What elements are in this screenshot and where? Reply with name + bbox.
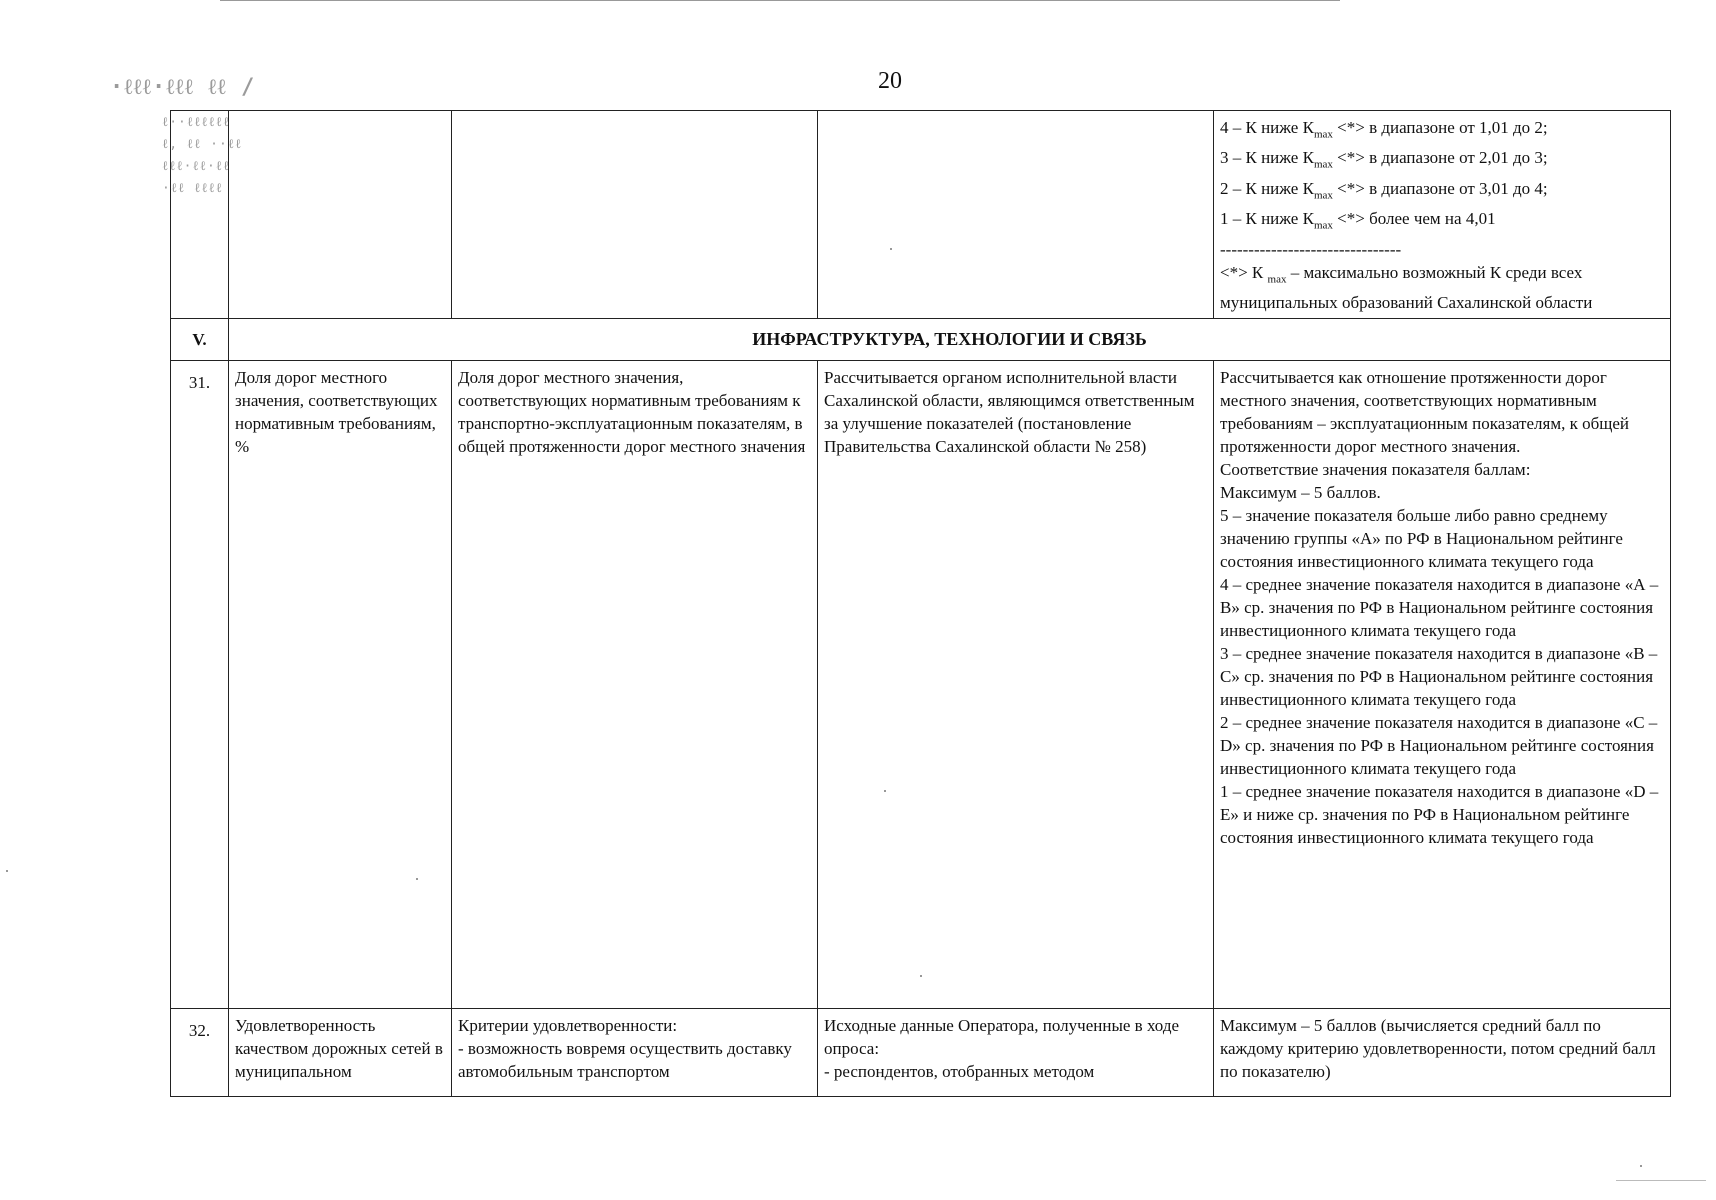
scan-speck (884, 790, 886, 792)
section-header-row (171, 318, 1671, 360)
method-line: Максимум – 5 баллов. (1220, 482, 1381, 502)
scan-speck (1640, 1165, 1642, 1167)
carryover-method-cell (1214, 111, 1671, 319)
scan-edge-line (1616, 1180, 1706, 1181)
indicator-method: Максимум – 5 баллов (вычисляется средний балл по каждому критерию удовлетворенности, потом средний балл по показателю) (1214, 1008, 1671, 1096)
method-line: 1 – среднее значение показателя находится в диапазоне «D – E» и ниже ср. значения по РФ в Национальном рейтинге состояния инвестиционного климата текущего года (1220, 781, 1659, 847)
indicator-definition: Доля дорог местного значения, соответствующих нормативным требованиям к транспортно-эксплуатационным показателям, в общей протяженности дорог местного значения (452, 360, 818, 1008)
method-line: 2 – среднее значение показателя находится в диапазоне «С – D» ср. значения по РФ в Национальном рейтинге состояния инвестиционного климата текущего года (1220, 712, 1658, 778)
scan-stamp-cell: ℓ··ℓℓℓℓℓℓ ℓ, ℓℓ ··ℓℓ ℓℓℓ·ℓℓ·ℓℓ ·ℓℓ ℓℓℓℓ (162, 115, 243, 196)
scan-speck (890, 248, 892, 250)
method-line: Рассчитывается как отношение протяженности дорог местного значения, соответствующих нормативным требованиям – эксплуатационным показателям, к общей протяженности дорог местного значения. (1220, 367, 1629, 456)
scale-line-1: 1 – К ниже $К_{max}$ <*> более чем на 4,01 (1220, 209, 1496, 232)
page-number: 20 (878, 68, 902, 94)
indicator-table (170, 110, 1671, 1097)
scale-line-2: 2 – К ниже $К_{max}$ <*> в диапазоне от 3,01 до 4; (1220, 178, 1548, 202)
source-line: Исходные данные Оператора, полученные в ходе опроса: (824, 1015, 1180, 1058)
carryover-name-cell (229, 111, 452, 319)
section-number: V. (171, 318, 229, 360)
footnote-kmax: <*> К $_{max}$ – максимально возможный К среди всех муниципальных образований Сахалинской области (1220, 262, 1593, 312)
method-line: 3 – среднее значение показателя находится в диапазоне «В – С» ср. значения по РФ в Национальном рейтинге состояния инвестиционного климата текущего года (1220, 643, 1658, 709)
indicator-source: Рассчитывается органом исполнительной власти Сахалинской области, являющимся ответственным за улучшение показателей (постановление Правительства Сахалинской области № 258) (818, 360, 1214, 1008)
scan-speck (416, 878, 418, 880)
indicator-name: Удовлетворенность качеством дорожных сетей в муниципальном (229, 1008, 452, 1096)
method-line: 4 – среднее значение показателя находится в диапазоне «А – В» ср. значения по РФ в Национальном рейтинге состояния инвестиционного климата текущего года (1220, 574, 1659, 640)
source-line: - респондентов, отобранных методом (824, 1061, 1095, 1081)
row-number: 31. (171, 360, 229, 1008)
footnote-separator: -------------------------------- (1220, 239, 1402, 259)
scan-speck (920, 975, 922, 977)
carryover-definition-cell (452, 111, 818, 319)
indicator-source (818, 1008, 1214, 1096)
indicator-definition (452, 1008, 818, 1096)
row-number: 32. (171, 1008, 229, 1096)
carryover-num-cell (171, 111, 229, 319)
table-row (171, 360, 1671, 1008)
scale-line-3: 3 – К ниже $К_{max}$ <*> в диапазоне от 2,01 до 3; (1220, 148, 1548, 171)
scan-speck (6, 870, 8, 872)
method-line: Соответствие значения показателя баллам: (1220, 459, 1531, 479)
scan-top-edge (220, 0, 1340, 2)
method-line: 5 – значение показателя больше либо равно среднему значению группы «А» по РФ в Национальном рейтинге состояния инвестиционного климата текущего года (1220, 505, 1623, 571)
section-title: ИНФРАСТРУКТУРА, ТЕХНОЛОГИИ И СВЯЗЬ (229, 318, 1671, 360)
table-row (171, 1008, 1671, 1096)
indicator-name: Доля дорог местного значения, соответствующих нормативным требованиям, % (229, 360, 452, 1008)
carryover-source-cell (818, 111, 1214, 319)
scan-stamp-top: ·ℓℓℓ·ℓℓℓ ℓℓ / (110, 75, 256, 100)
definition-line: - возможность вовремя осуществить доставку автомобильным транспортом (458, 1038, 792, 1081)
scale-line-4: 4 – К ниже $К_{max}$ <*> в диапазоне от 1,01 до 2; (1220, 118, 1548, 141)
carryover-row (171, 111, 1671, 319)
indicator-method (1214, 360, 1671, 1008)
definition-line: Критерии удовлетворенности: (458, 1015, 678, 1035)
